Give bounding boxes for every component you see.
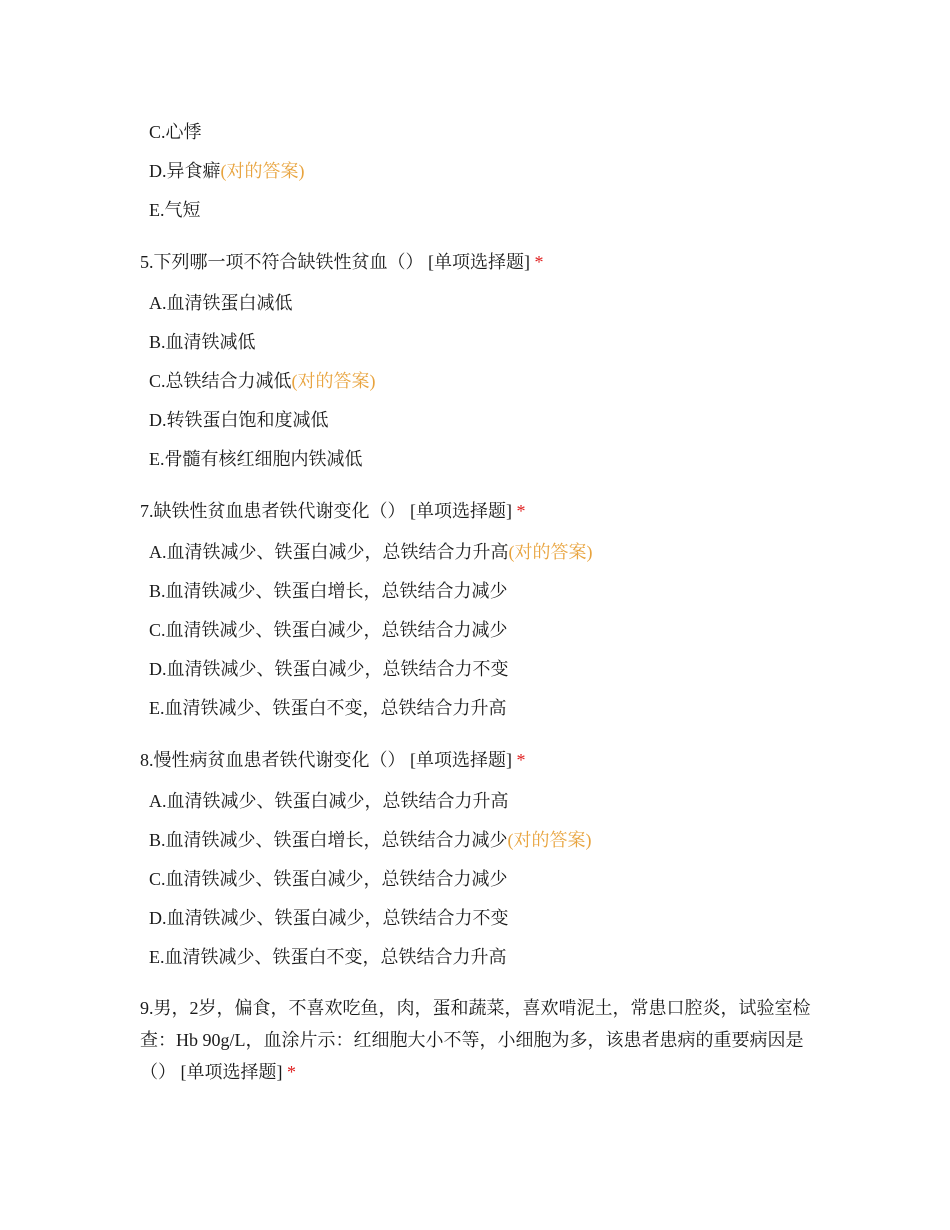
correct-answer-mark: (对的答案) <box>220 161 305 181</box>
option: E.骨髓有核红细胞内铁减低 <box>149 449 363 469</box>
question-title: 7.缺铁性贫血患者铁代谢变化（） [单项选择题] * <box>140 501 526 521</box>
option: C.血清铁减少、铁蛋白减少，总铁结合力减少 <box>149 869 508 889</box>
required-mark: * <box>516 501 526 521</box>
option: D.血清铁减少、铁蛋白减少，总铁结合力不变 <box>149 908 509 928</box>
option: C.心悸 <box>149 122 202 142</box>
option: B.血清铁减少、铁蛋白增长，总铁结合力减少(对的答案) <box>149 830 592 850</box>
option: E.血清铁减少、铁蛋白不变，总铁结合力升高 <box>149 698 507 718</box>
option: B.血清铁减少、铁蛋白增长，总铁结合力减少 <box>149 581 508 601</box>
option: E.气短 <box>149 200 201 220</box>
required-mark: * <box>516 750 526 770</box>
option: A.血清铁减少、铁蛋白减少，总铁结合力升高(对的答案) <box>149 542 593 562</box>
option: D.血清铁减少、铁蛋白减少，总铁结合力不变 <box>149 659 509 679</box>
option: E.血清铁减少、铁蛋白不变，总铁结合力升高 <box>149 947 507 967</box>
option: C.总铁结合力减低(对的答案) <box>149 371 376 391</box>
option: D.异食癖(对的答案) <box>149 161 305 181</box>
required-mark: * <box>534 252 544 272</box>
option: A.血清铁蛋白减低 <box>149 293 293 313</box>
question-title: 9.男，2岁，偏食，不喜欢吃鱼，肉，蛋和蔬菜，喜欢啃泥土，常患口腔炎，试验室检查：Hb 90g/L，血涂片示：红细胞大小不等，小细胞为多，该患者患病的重要病因是（） [单项选择题] * <box>140 998 811 1082</box>
correct-answer-mark: (对的答案) <box>507 830 592 850</box>
option: A.血清铁减少、铁蛋白减少，总铁结合力升高 <box>149 791 509 811</box>
correct-answer-mark: (对的答案) <box>508 542 593 562</box>
option: D.转铁蛋白饱和度减低 <box>149 410 329 430</box>
question-title: 5.下列哪一项不符合缺铁性贫血（） [单项选择题] * <box>140 252 544 272</box>
correct-answer-mark: (对的答案) <box>291 371 376 391</box>
option: B.血清铁减低 <box>149 332 256 352</box>
question-title: 8.慢性病贫血患者铁代谢变化（） [单项选择题] * <box>140 750 526 770</box>
option: C.血清铁减少、铁蛋白减少，总铁结合力减少 <box>149 620 508 640</box>
required-mark: * <box>287 1062 296 1082</box>
